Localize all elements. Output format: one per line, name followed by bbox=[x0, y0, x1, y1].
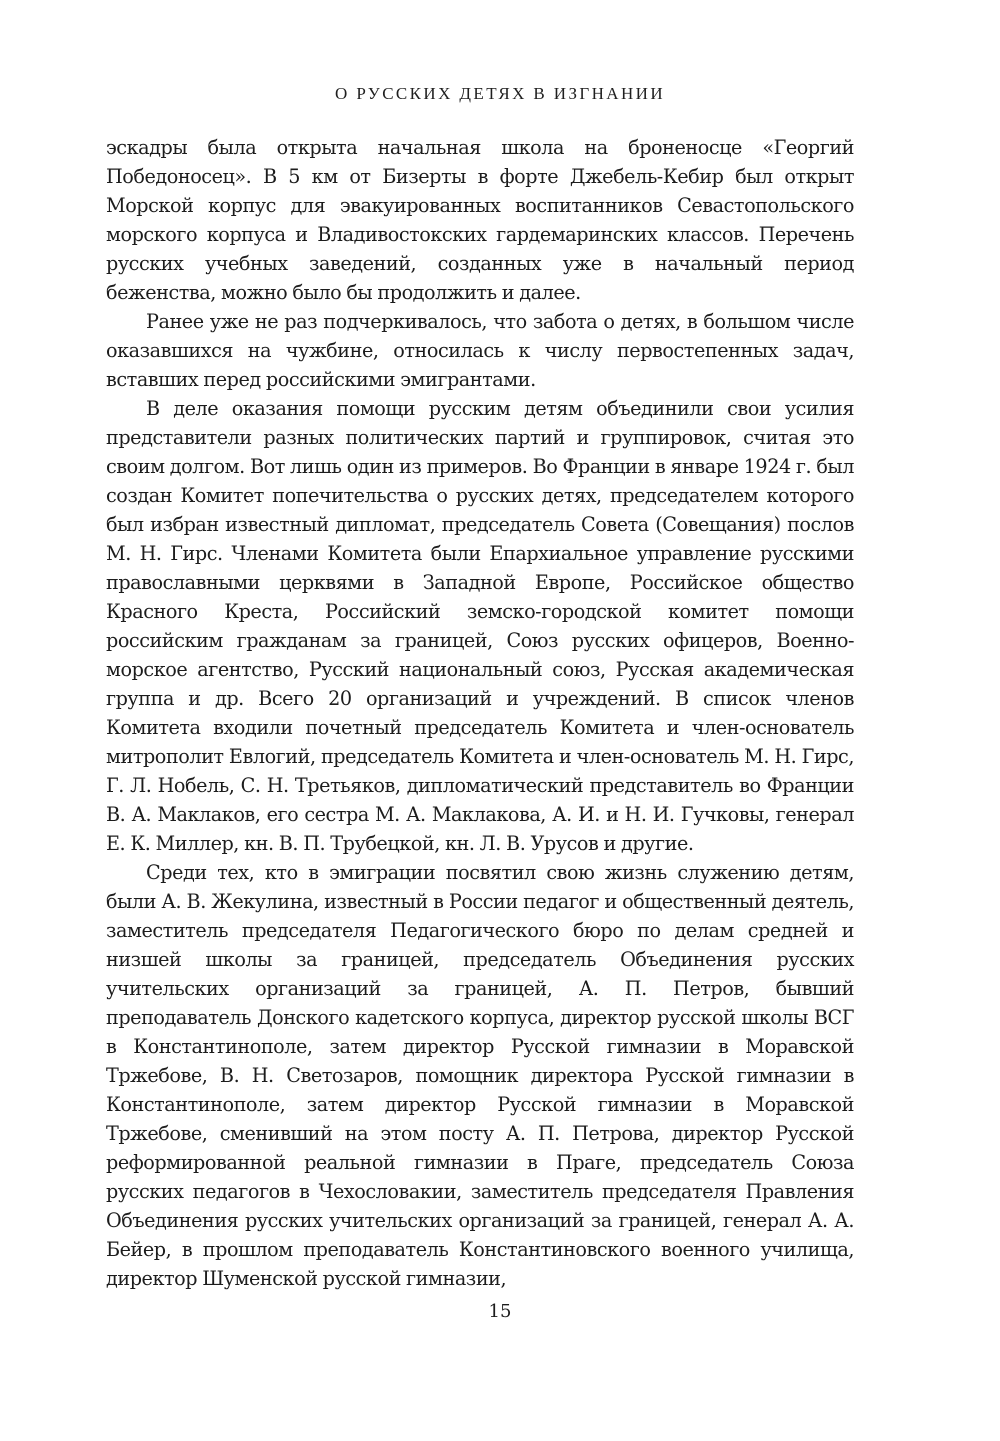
paragraph: В деле оказания помощи русским детям объединили свои усилия представители разных политических партий и группировок, считая это своим долгом. Вот лишь один из примеров. Во Франции в январе 1924 г. был создан Комитет попечительства о русских детях, председателем которого был избран известный дипломат, председатель Совета (Совещания) послов М. Н. Гирс. Членами Комитета были Епархиальное управление русскими православными церквями в Западной Европе, Российское общество Красного Креста, Российский земско-городской комитет помощи российским гражданам за границей, Союз русских офицеров, Военно-морское агентство, Русский национальный союз, Русская академическая группа и др. Всего 20 организаций и учреждений. В список членов Комитета входили почетный председатель Комитета и член-основатель митрополит Евлогий, председатель Комитета и член-основатель М. Н. Гирс, Г. Л. Нобель, С. Н. Третьяков, дипломатический представитель во Франции В. А. Маклаков, его сестра М. А. Маклакова, А. И. и Н. И. Гучковы, генерал Е. К. Миллер, кн. В. П. Трубецкой, кн. Л. В. Урусов и другие. bbox=[106, 397, 854, 855]
body-text bbox=[106, 133, 854, 1293]
paragraph: Ранее уже не раз подчеркивалось, что забота о детях, в большом числе оказавшихся на чужбине, относилась к числу первостепенных задач, вставших перед российскими эмигрантами. bbox=[106, 310, 854, 391]
paragraph: Среди тех, кто в эмиграции посвятил свою жизнь служению детям, были А. В. Жекулина, известный в России педагог и общественный деятель, заместитель председателя Педагогического бюро по делам средней и низшей школы за границей, председатель Объединения русских учительских организаций за границей, А. П. Петров, бывший преподаватель Донского кадетского корпуса, директор русской школы ВСГ в Константинополе, затем директор Русской гимназии в Моравской Тржебове, В. Н. Светозаров, помощник директора Русской гимназии в Константинополе, затем директор Русской гимназии в Моравской Тржебове, сменивший на этом посту А. П. Петрова, директор Русской реформированной реальной гимназии в Праге, председатель Союза русских педагогов в Чехословакии, заместитель председателя Правления Объединения русских учительских организаций за границей, генерал А. А. Бейер, в прошлом преподаватель Константиновского военного училища, директор Шуменской русской гимназии, bbox=[106, 861, 854, 1290]
running-head: О РУССКИХ ДЕТЯХ В ИЗГНАНИИ bbox=[335, 84, 665, 103]
paragraph: эскадры была открыта начальная школа на броненосце «Георгий Победоносец». В 5 км от Бизерты в форте Джебель-Кебир был открыт Морской корпус для эвакуированных воспитанников Севастопольского морского корпуса и Владивостокских гардемаринских классов. Перечень русских учебных заведений, созданных уже в начальный период беженства, можно было бы продолжить и далее. bbox=[106, 136, 854, 304]
page-number: 15 bbox=[488, 1301, 512, 1322]
